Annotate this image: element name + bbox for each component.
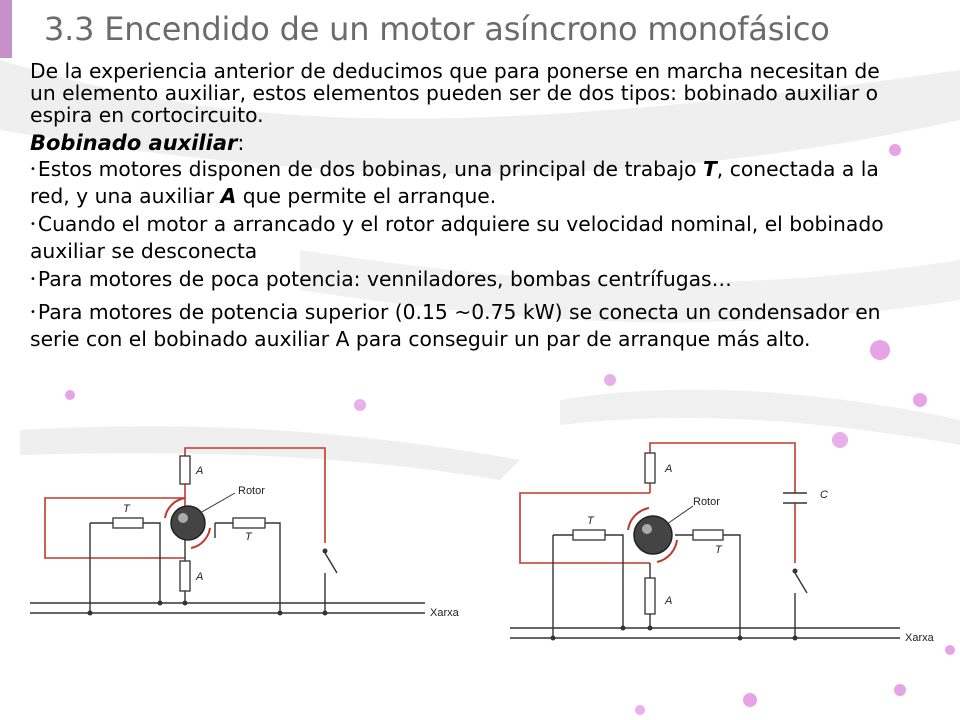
bullet-1-part-b: , conectada a la red, y una auxiliar bbox=[30, 157, 879, 208]
label-a-bottom: A bbox=[665, 595, 673, 607]
bullet-item bbox=[30, 213, 910, 262]
label-net: Xarxa bbox=[905, 632, 934, 644]
bullet-2-text: Cuando el motor a arrancado y el rotor adquiere su velocidad nominal, el bobinado auxiliar se desconecta bbox=[30, 212, 884, 263]
label-net: Xarxa bbox=[430, 607, 459, 619]
bullet-item bbox=[30, 268, 910, 295]
circuit-diagram-right bbox=[505, 438, 955, 653]
bullet-3-text: Para motores de poca potencia: venniladores, bombas centrífugas… bbox=[37, 267, 732, 291]
bullet-1-part-c: que permite el arranque. bbox=[236, 184, 497, 208]
subheading-colon: : bbox=[237, 131, 245, 155]
bullet-dot: • bbox=[30, 274, 36, 285]
label-t-left: T bbox=[587, 515, 594, 527]
label-rotor: Rotor bbox=[693, 496, 720, 508]
label-t-right: T bbox=[715, 544, 722, 556]
bullet-item bbox=[30, 301, 910, 350]
bullet-1-part-a: Estos motores disponen de dos bobinas, una principal de trabajo bbox=[37, 157, 703, 181]
bullet-1-A: A bbox=[220, 184, 237, 208]
bullet-dot: • bbox=[30, 164, 36, 175]
subheading-text: Bobinado auxiliar bbox=[30, 131, 238, 155]
bullet-dot: • bbox=[30, 219, 36, 230]
circuit-diagram-left bbox=[25, 438, 480, 628]
rotor-icon bbox=[171, 506, 205, 540]
frame-accent bbox=[0, 0, 12, 58]
label-a-top: A bbox=[196, 465, 204, 477]
label-t-right: T bbox=[245, 531, 252, 543]
bullet-item bbox=[30, 158, 910, 207]
bullet-dot: • bbox=[30, 307, 36, 318]
bullet-4-text: Para motores de potencia superior (0.15 ~0.75 kW) se conecta un condensador en serie con el bobinado auxiliar A para conseguir un par de arranque más alto. bbox=[30, 300, 881, 351]
label-a-bottom: A bbox=[196, 571, 204, 583]
label-rotor: Rotor bbox=[238, 485, 265, 497]
subheading bbox=[30, 132, 910, 154]
label-t-left: T bbox=[123, 503, 130, 515]
bullet-1-T: T bbox=[702, 157, 717, 181]
slide-body bbox=[30, 60, 910, 356]
label-capacitor: C bbox=[820, 489, 828, 501]
rotor-icon bbox=[634, 516, 672, 554]
slide-title: 3.3 Encendido de un motor asíncrono monofásico bbox=[44, 10, 830, 48]
label-a-top: A bbox=[665, 463, 673, 475]
intro-paragraph: De la experiencia anterior de deducimos que para ponerse en marcha necesitan de un elemento auxiliar, estos elementos pueden ser de dos tipos: bobinado auxiliar o espira en cortocircuito. bbox=[30, 59, 880, 127]
